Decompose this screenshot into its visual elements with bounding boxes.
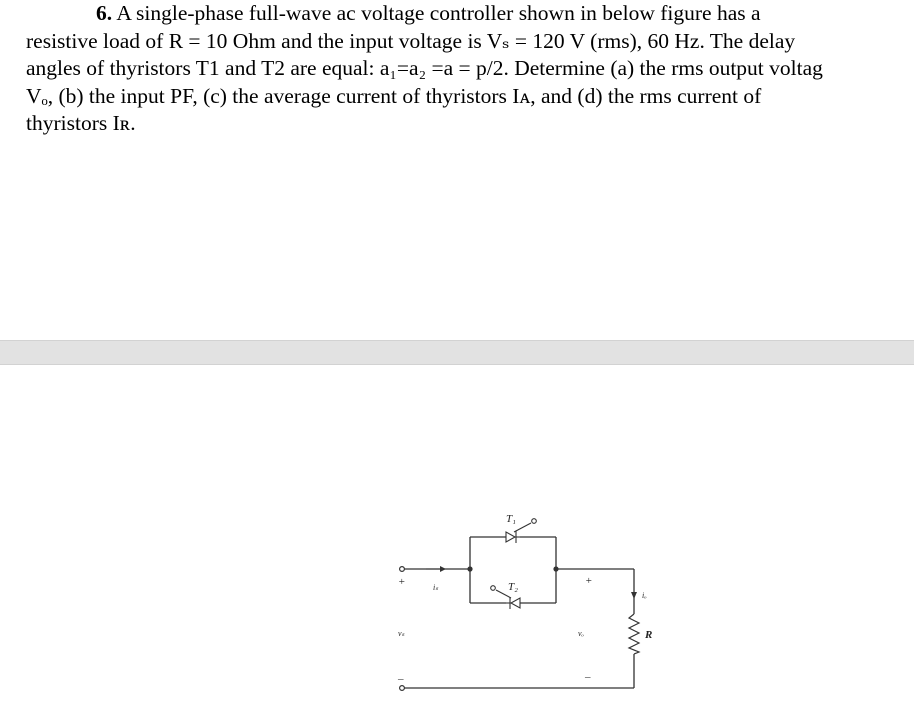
r-label: R [645, 629, 653, 641]
io-label: iₒ [642, 591, 647, 600]
is-arrow-icon [426, 566, 446, 572]
problem-text-1: A single-phase full-wave ac voltage controller shown in below figure has a [112, 1, 761, 25]
plus-right-label: + [585, 575, 593, 587]
resistor-r [629, 614, 639, 654]
terminal-top [400, 567, 405, 572]
terminal-bottom [400, 686, 405, 691]
vs-label: vₛ [398, 629, 405, 638]
vo-label: vₒ [578, 629, 584, 638]
t1-label: T₁ [506, 513, 516, 525]
t2-label: T₂ [508, 581, 518, 593]
problem-line-4: Vₒ, (b) the input PF, (c) the average current of thyristors Iᴀ, and (d) the rms current of [26, 83, 762, 108]
problem-number: 6. [96, 1, 113, 25]
problem-line-2: resistive load of R = 10 Ohm and the input voltage is Vₛ = 120 V (rms), 60 Hz. The delay [26, 28, 796, 53]
minus-left-label: – [398, 673, 404, 685]
is-label: iₛ [433, 583, 439, 592]
node-right [553, 566, 558, 571]
node-left [467, 566, 472, 571]
problem-line-5: thyristors Iʀ. [26, 111, 136, 135]
problem-line-3: angles of thyristors T1 and T2 are equal: a₁=a₂ =a = p/2. Determine (a) the rms output voltag [26, 56, 823, 80]
plus-left-label: + [398, 576, 406, 588]
minus-right-label: – [585, 671, 591, 683]
io-arrow-icon [631, 592, 637, 599]
